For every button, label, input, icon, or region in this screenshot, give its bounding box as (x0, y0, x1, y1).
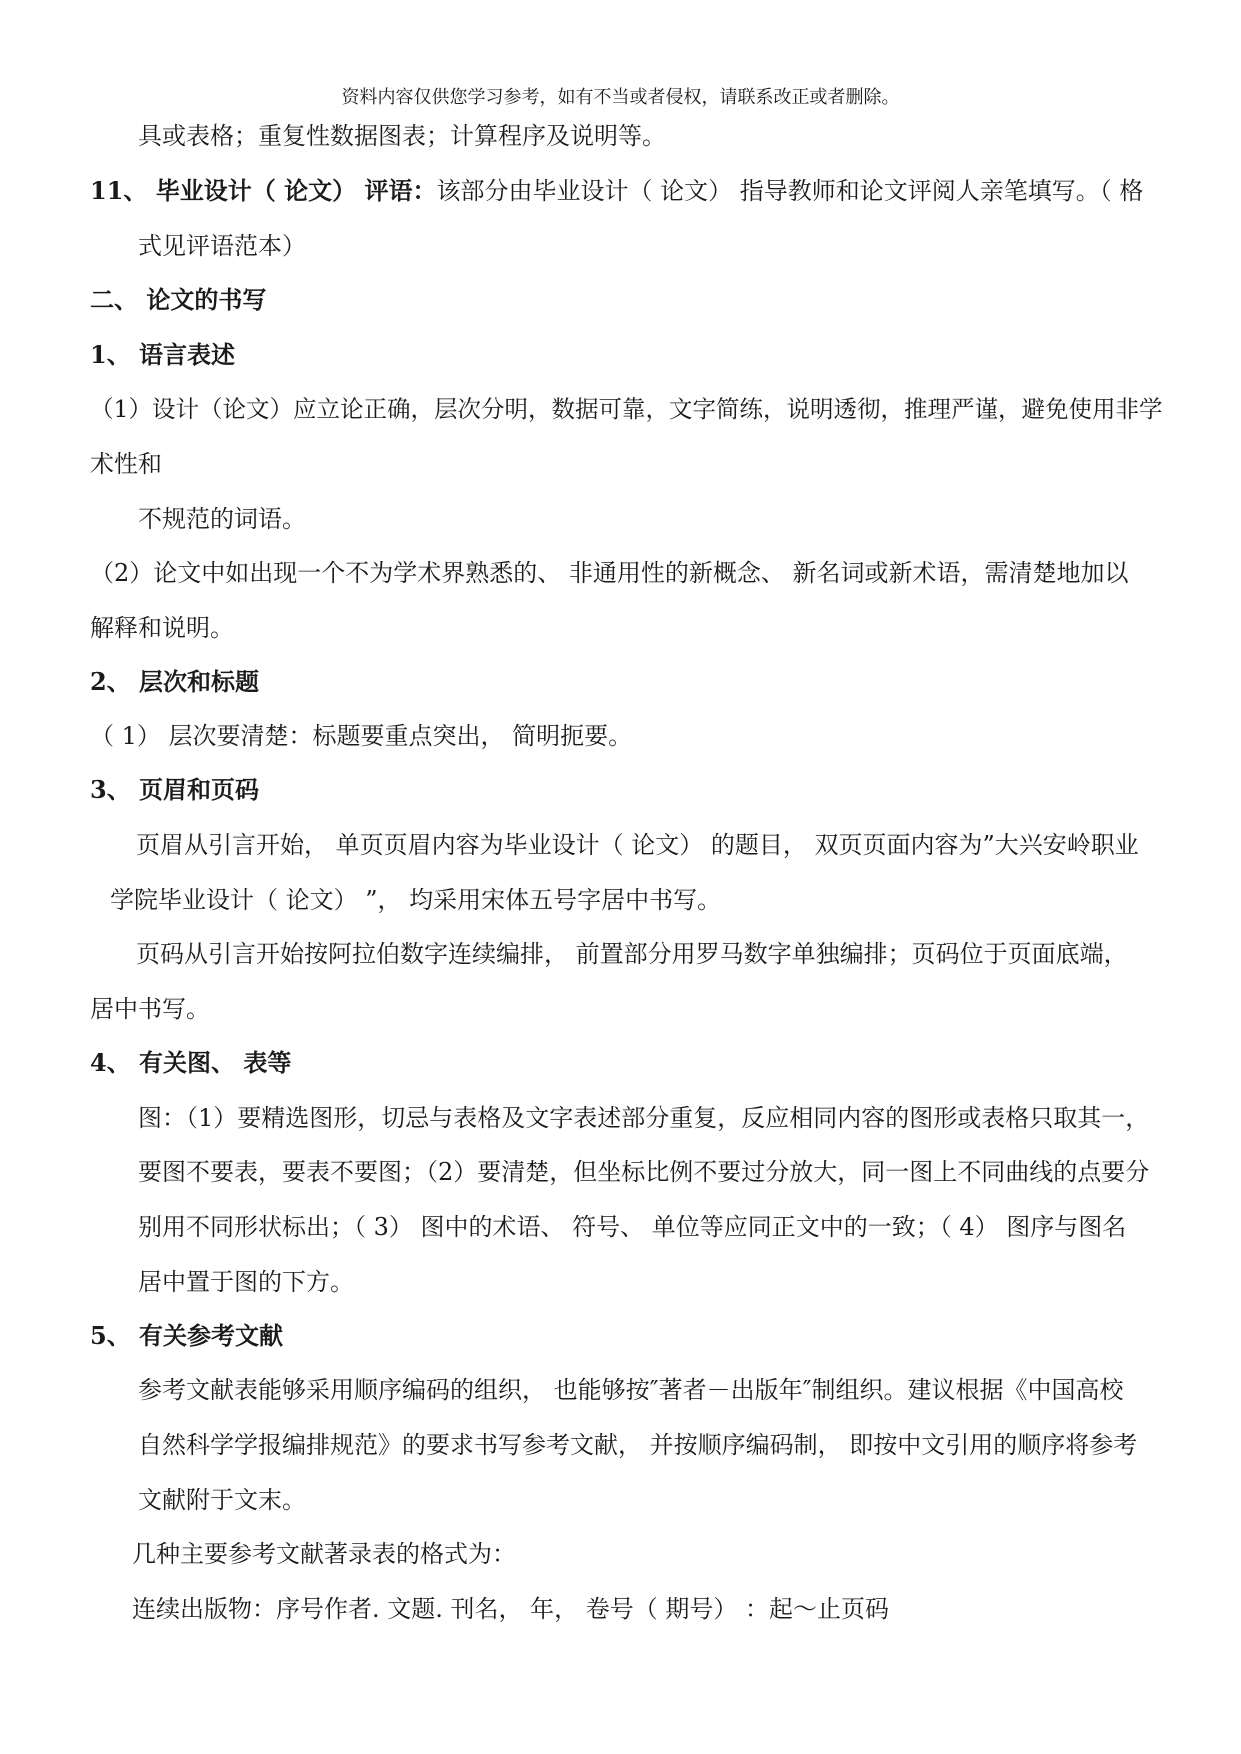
section-heading: 二、 论文的书写 (90, 285, 267, 314)
paragraph-line: 式见评语范本） (138, 232, 306, 260)
paragraph-line: 居中置于图的下方。 (138, 1268, 354, 1296)
subsection-heading: 3、 页眉和页码 (90, 775, 260, 804)
paragraph-line: （2）论文中如出现一个不为学术界熟悉的、 非通用性的新概念、 新名词或新术语，需清楚地加以 (90, 559, 1129, 587)
page-header: 资料内容仅供您学习参考，如有不当或者侵权，请联系改正或者删除。 (341, 87, 900, 108)
paragraph-line: 自然科学学报编排规范》的要求书写参考文献， 并按顺序编码制， 即按中文引用的顺序将参考 (138, 1431, 1138, 1459)
paragraph-line: 文献附于文末。 (138, 1486, 306, 1514)
section-item-11-title: 11、 毕业设计（ 论文） 评语： (90, 176, 437, 205)
section-item-11-text: 该部分由毕业设计（ 论文） 指导教师和论文评阅人亲笔填写。（ 格 (436, 177, 1144, 205)
paragraph-line: 术性和 (90, 450, 162, 478)
paragraph-line: 别用不同形状标出；（ 3） 图中的术语、 符号、 单位等应同正文中的一致；（ 4） 图序与图名 (138, 1213, 1127, 1241)
paragraph-line: 几种主要参考文献著录表的格式为： (132, 1540, 516, 1568)
paragraph-line: 不规范的词语。 (138, 505, 306, 533)
paragraph-line: 参考文献表能够采用顺序编码的组织， 也能够按″著者－出版年″制组织。建议根据《中国高校 (138, 1376, 1124, 1404)
paragraph-line: 学院毕业设计（ 论文） ”， 均采用宋体五号字居中书写。 (110, 886, 722, 914)
paragraph-line: 居中书写。 (90, 995, 210, 1023)
paragraph-line: 页码从引言开始按阿拉伯数字连续编排， 前置部分用罗马数字单独编排；页码位于页面底端， (136, 940, 1128, 968)
paragraph-line: 页眉从引言开始， 单页页眉内容为毕业设计（ 论文） 的题目， 双页页面内容为”大兴安岭职业 (136, 831, 1139, 859)
paragraph-line: 连续出版物：序号作者. 文题. 刊名， 年， 卷号（ 期号） ：起～止页码 (132, 1595, 890, 1623)
paragraph-line: （ 1） 层次要清楚：标题要重点突出， 简明扼要。 (90, 722, 633, 750)
subsection-heading: 1、 语言表述 (90, 340, 236, 369)
section-item-11 (90, 175, 1143, 207)
paragraph-line: （1）设计（论文）应立论正确，层次分明，数据可靠，文字简练，说明透彻，推理严谨，避免使用非学 (90, 395, 1163, 423)
paragraph-line: 具或表格；重复性数据图表；计算程序及说明等。 (138, 122, 666, 150)
paragraph-line: 解释和说明。 (90, 614, 234, 642)
paragraph-line: 图：（1）要精选图形，切忌与表格及文字表述部分重复，反应相同内容的图形或表格只取其一， (138, 1104, 1150, 1132)
subsection-heading: 4、 有关图、 表等 (90, 1048, 292, 1077)
paragraph-line: 要图不要表，要表不要图；（2）要清楚，但坐标比例不要过分放大，同一图上不同曲线的点要分 (138, 1158, 1150, 1186)
subsection-heading: 5、 有关参考文献 (90, 1321, 284, 1350)
subsection-heading: 2、 层次和标题 (90, 667, 260, 696)
